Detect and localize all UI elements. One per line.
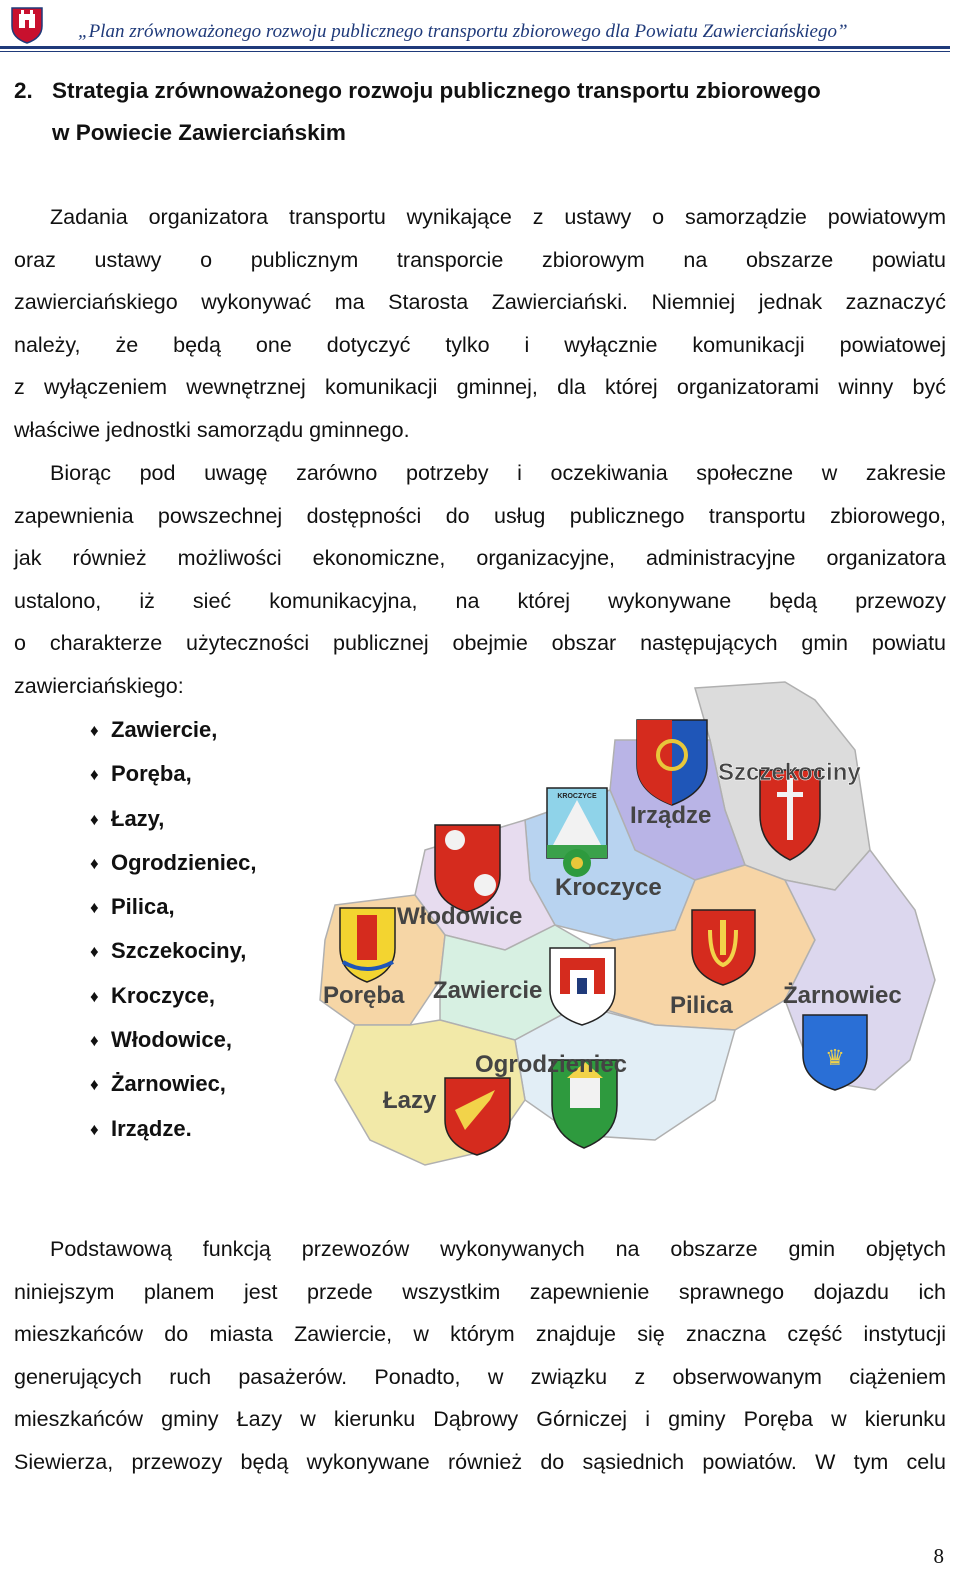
zawiercie-crest-icon (550, 948, 615, 1025)
pilica-crest-icon (692, 910, 755, 985)
poreba-crest-icon (340, 908, 395, 982)
label-poreba: Poręba (323, 982, 405, 1009)
diamond-bullet-icon: ♦ (90, 1075, 99, 1095)
list-item: ♦ Łazy, (90, 797, 256, 841)
diamond-bullet-icon: ♦ (90, 853, 99, 873)
diamond-bullet-icon: ♦ (90, 1031, 99, 1051)
label-pilica: Pilica (670, 992, 733, 1019)
diamond-bullet-icon: ♦ (90, 809, 99, 829)
paragraph-1-line: Zadania organizatora transportu wynikające z ustawy o samorządzie powiatowym (50, 205, 946, 229)
document-title: „Plan zrównoważonego rozwoju publicznego transportu zbiorowego dla Powiatu Zawierciańskiego” (78, 21, 848, 42)
paragraph-2-line: ustalono, iż sieć komunikacyjna, na której wykonywane będą przewozy (14, 588, 946, 613)
list-item: ♦ Poręba, (90, 752, 256, 796)
paragraph-2-line: o charakterze użyteczności publicznej obejmie obszar następujących gmin powiatu (14, 631, 946, 656)
diamond-bullet-icon: ♦ (90, 765, 99, 785)
kroczyce-crest-text: KROCZYCE (557, 793, 597, 800)
list-item: ♦ Żarnowiec, (90, 1062, 256, 1106)
page-number: 8 (933, 1544, 944, 1568)
zarnowiec-crest-icon (803, 1015, 867, 1090)
list-item: ♦ Irządze. (90, 1107, 256, 1151)
coat-of-arms-icon (10, 6, 44, 44)
label-szczekociny: Szczekociny (718, 759, 861, 786)
diamond-bullet-icon: ♦ (90, 721, 99, 740)
svg-text:♛: ♛ (825, 1045, 845, 1070)
paragraph-3-line: generujących ruch pasażerów. Ponadto, w związku z obserwowanym ciążeniem (14, 1364, 946, 1389)
label-kroczyce: Kroczyce (555, 874, 662, 901)
header-rule (0, 46, 950, 49)
section-title-line2: w Powiecie Zawierciańskim (52, 120, 346, 145)
paragraph-3-line: Podstawową funkcją przewozów wykonywanych na obszarze gmin objętych (50, 1237, 946, 1261)
wlodowice-crest-icon (435, 825, 500, 912)
paragraph-1-line: zawierciańskiego wykonywać ma Starosta Zawierciański. Niemniej jednak zaznaczyć (14, 290, 946, 315)
label-irzadze: Irządze (630, 802, 712, 829)
header-rule-thin (0, 51, 950, 52)
diamond-bullet-icon: ♦ (90, 898, 99, 918)
diamond-bullet-icon: ♦ (90, 942, 99, 962)
paragraph-1 (14, 196, 946, 452)
section-heading (14, 70, 946, 154)
paragraph-1-line: z wyłączeniem wewnętrznej komunikacji gminnej, dla której organizatorami winny być (14, 375, 946, 400)
lazy-crest-icon (445, 1078, 510, 1155)
section-title-line1: Strategia zrównoważonego rozwoju publicznego transportu zbiorowego (52, 78, 821, 103)
section-number: 2. (14, 78, 33, 103)
label-zarnowiec: Żarnowiec (783, 982, 902, 1009)
paragraph-2-line: zawierciańskiego: (14, 673, 184, 698)
list-item: ♦ Kroczyce, (90, 974, 256, 1018)
label-ogrodzieniec: Ogrodzieniec (475, 1051, 628, 1078)
label-lazy: Łazy (383, 1087, 437, 1114)
paragraph-1-line: właściwe jednostki samorządu gminnego. (14, 417, 410, 442)
list-item: ♦ Szczekociny, (90, 929, 256, 973)
paragraph-2-line: Biorąc pod uwagę zarówno potrzeby i oczekiwania społeczne w zakresie (50, 461, 946, 485)
paragraph-1-line: należy, że będą one dotyczyć tylko i wyłącznie komunikacji powiatowej (14, 332, 946, 357)
paragraph-2-line: jak również możliwości ekonomiczne, organizacyjne, administracyjne organizatora (14, 546, 946, 571)
paragraph-3-line: mieszkańców do miasta Zawiercie, w którym znajduje się znaczna część instytucji (14, 1322, 946, 1347)
paragraph-3-line: niniejszym planem jest przede wszystkim zapewnienie sprawnego dojazdu ich (14, 1279, 946, 1304)
gminy-list (90, 708, 256, 1151)
diamond-bullet-icon: ♦ (90, 1119, 99, 1139)
paragraph-3 (14, 1228, 946, 1484)
list-item: ♦ Pilica, (90, 885, 256, 929)
diamond-bullet-icon: ♦ (90, 986, 99, 1006)
list-item: ♦ Włodowice, (90, 1018, 256, 1062)
label-wlodowice: Włodowice (397, 903, 523, 930)
paragraph-2-line: zapewnienia powszechnej dostępności do usług publicznego transportu zbiorowego, (14, 503, 946, 528)
label-zawiercie: Zawiercie (433, 977, 543, 1004)
list-item: ♦ Zawiercie, (90, 708, 256, 752)
paragraph-1-line: oraz ustawy o publicznym transporcie zbiorowym na obszarze powiatu (14, 247, 946, 272)
paragraph-3-line: Siewierza, przewozy będą wykonywane również do sąsiednich powiatów. W tym celu (14, 1449, 946, 1474)
list-item: ♦ Ogrodzieniec, (90, 841, 256, 885)
page-header (0, 0, 960, 60)
paragraph-2 (14, 452, 946, 708)
powiat-map (315, 680, 940, 1180)
paragraph-3-line: mieszkańców gminy Łazy w kierunku Dąbrowy Górniczej i gminy Poręba w kierunku (14, 1407, 946, 1432)
